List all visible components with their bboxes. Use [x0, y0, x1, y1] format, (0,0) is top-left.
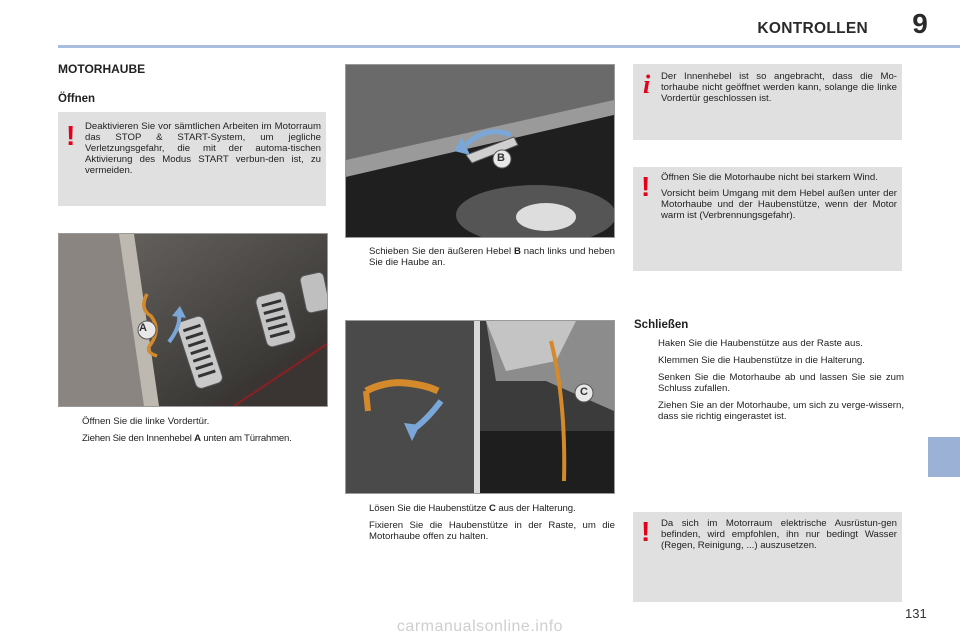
list-item: Ziehen Sie den Innenhebel A unten am Türrahmen. — [82, 433, 292, 444]
info-icon: i — [643, 70, 651, 99]
warning-icon: ! — [641, 516, 651, 547]
photo-label-c: C — [580, 386, 588, 398]
warning-3-text: Da sich im Motorraum elektrische Ausrüstun-gen befinden, wird empfohlen, ihn nur bedingt Wasser (Regen, Reinigung, ...) auszusetzen. — [661, 518, 897, 551]
photo-label-b: B — [497, 152, 505, 164]
list-item: Öffnen Sie die linke Vordertür. — [82, 416, 210, 427]
warning-icon: ! — [641, 171, 651, 202]
close-title: Schließen — [634, 319, 689, 331]
list-item: Klemmen Sie die Haubenstütze in die Halterung. — [658, 355, 865, 366]
info-box — [633, 64, 902, 140]
chapter-tab — [928, 437, 960, 477]
section-title: MOTORHAUBE — [58, 62, 146, 76]
open-title: Öffnen — [58, 93, 96, 105]
warning-2-p1: Öffnen Sie die Motorhaube nicht bei starkem Wind. — [661, 172, 878, 183]
photo-hood-prop-svg — [346, 321, 614, 493]
warning-2-text — [661, 172, 897, 226]
photo-hood-prop — [345, 320, 615, 494]
header-rule — [58, 45, 960, 48]
photo-hood-lever-svg — [346, 65, 614, 237]
chapter-number: 9 — [912, 8, 928, 39]
watermark: carmanualsonline.info — [396, 618, 564, 635]
open-steps-list — [58, 416, 328, 450]
photo-hood-lever — [345, 64, 615, 238]
photo-pedals-svg — [59, 234, 327, 406]
step-b-list — [345, 246, 615, 274]
chapter-title: KONTROLLEN — [757, 20, 868, 37]
info-text: Der Innenhebel ist so angebracht, dass die Mo-torhaube nicht geöffnet werden kann, solange die linke Vordertür geschlossen ist. — [661, 71, 897, 104]
list-item: Senken Sie die Motorhaube ab und lassen Sie sie zum Schluss zufallen. — [658, 372, 904, 394]
page-number: 131 — [905, 606, 927, 621]
warning-box-1 — [58, 112, 326, 206]
warning-2-p2: Vorsicht beim Umgang mit dem Hebel außen unter der Motorhaube und der Haubenstütze, wenn der Motor warm ist (Verbrennungsgefahr). — [661, 188, 897, 221]
list-item: Fixieren Sie die Haubenstütze in der Raste, um die Motorhaube offen zu halten. — [369, 520, 615, 542]
warning-box-3 — [633, 512, 902, 602]
list-item: Ziehen Sie an der Motorhaube, um sich zu verge-wissern, dass sie richtig eingerastet ist. — [658, 400, 904, 422]
close-steps-list — [634, 338, 904, 428]
photo-pedals — [58, 233, 328, 407]
list-item: Schieben Sie den äußeren Hebel B nach links und heben Sie die Haube an. — [369, 246, 615, 268]
list-item: Lösen Sie die Haubenstütze C aus der Halterung. — [369, 503, 576, 514]
warning-box-2 — [633, 167, 902, 271]
warning-icon: ! — [66, 120, 76, 151]
list-item: Haken Sie die Haubenstütze aus der Raste aus. — [658, 338, 863, 349]
steps-c-list — [345, 503, 615, 548]
photo-label-a: A — [139, 322, 147, 334]
warning-1-text: Deaktivieren Sie vor sämtlichen Arbeiten im Motorraum das STOP & START-System, um jegliche Verletzungsgefahr, die mit der automa-tischen Aktivierung des Modus START verbun-den ist, zu vermeiden. — [85, 121, 321, 176]
